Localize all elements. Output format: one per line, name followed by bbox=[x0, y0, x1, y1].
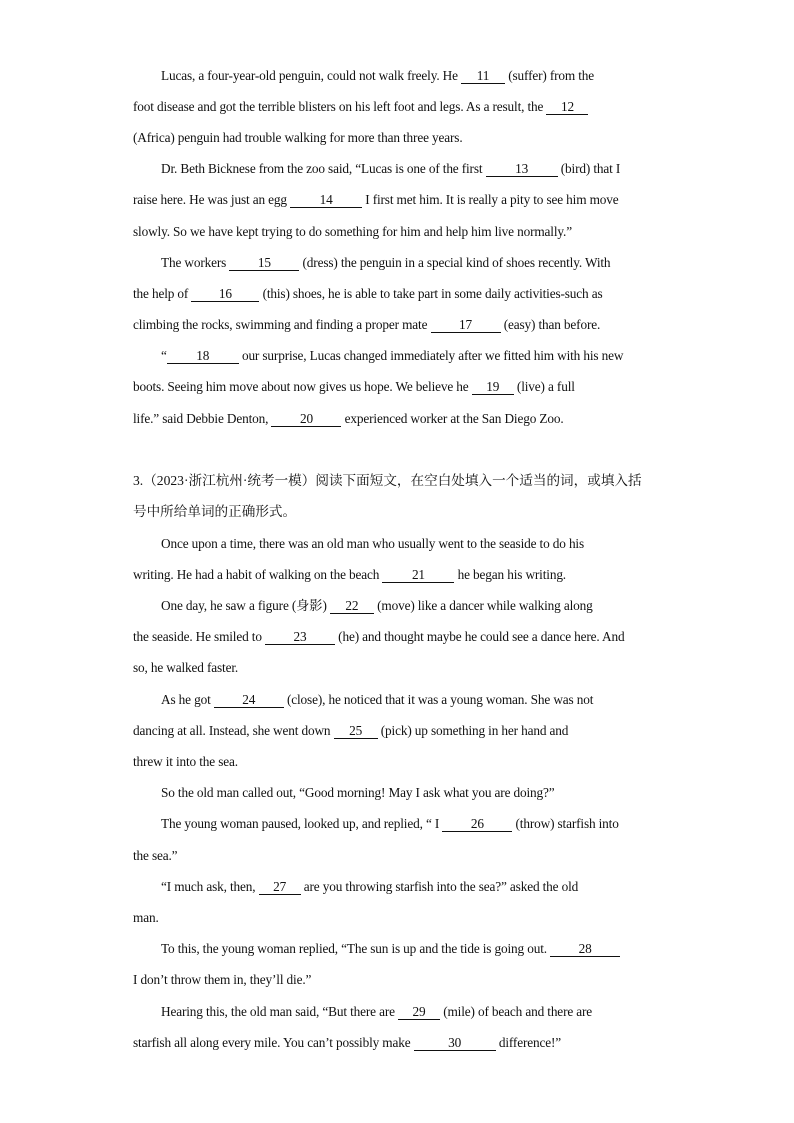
answer-blank-23[interactable]: 23 bbox=[265, 629, 335, 645]
answer-blank-15[interactable]: 15 bbox=[229, 255, 299, 271]
question-header: 3.（2023·浙江杭州·统考一模）阅读下面短文，在空白处填入一个适当的词，或填入括 bbox=[133, 473, 642, 488]
passage-line: Once upon a time, there was an old man who usually went to the seaside to do his bbox=[161, 536, 585, 551]
passage-line: (Africa) penguin had trouble walking for more than three years. bbox=[133, 130, 463, 145]
passage-line: slowly. So we have kept trying to do something for him and help him live normally.” bbox=[133, 224, 572, 239]
answer-blank-25[interactable]: 25 bbox=[334, 723, 378, 739]
passage-line: the sea.” bbox=[133, 848, 178, 863]
passage-line: so, he walked faster. bbox=[133, 660, 239, 675]
passage-line: life.” said Debbie Denton, 20 experienced worker at the San Diego Zoo. bbox=[133, 411, 564, 426]
passage-line: threw it into the sea. bbox=[133, 754, 238, 769]
answer-blank-24[interactable]: 24 bbox=[214, 692, 284, 708]
answer-blank-11[interactable]: 11 bbox=[461, 68, 505, 84]
question-header: 号中所给单词的正确形式。 bbox=[133, 504, 297, 519]
answer-blank-14[interactable]: 14 bbox=[290, 192, 362, 208]
passage-line: boots. Seeing him move about now gives us hope. We believe he 19 (live) a full bbox=[133, 379, 575, 394]
passage-line: The young woman paused, looked up, and replied, “ I 26 (throw) starfish into bbox=[161, 816, 619, 831]
answer-blank-21[interactable]: 21 bbox=[382, 567, 454, 583]
answer-blank-29[interactable]: 29 bbox=[398, 1004, 440, 1020]
passage-line: So the old man called out, “Good morning! May I ask what you are doing?” bbox=[161, 785, 555, 800]
passage-line: “I much ask, then, 27 are you throwing starfish into the sea?” asked the old bbox=[161, 879, 579, 894]
passage-line: foot disease and got the terrible blisters on his left foot and legs. As a result, the 12 bbox=[133, 97, 588, 117]
passage-line: To this, the young woman replied, “The sun is up and the tide is going out. 28 bbox=[161, 939, 620, 959]
answer-blank-28[interactable]: 28 bbox=[550, 941, 620, 957]
passage-line: dancing at all. Instead, she went down 25 (pick) up something in her hand and bbox=[133, 723, 569, 738]
passage-line: man. bbox=[133, 910, 159, 925]
passage-line: Hearing this, the old man said, “But there are 29 (mile) of beach and there are bbox=[161, 1004, 593, 1019]
answer-blank-20[interactable]: 20 bbox=[271, 411, 341, 427]
passage-line: “ 18 our surprise, Lucas changed immediately after we fitted him with his new bbox=[161, 348, 624, 363]
answer-blank-12[interactable]: 12 bbox=[546, 99, 588, 115]
passage-line: raise here. He was just an egg 14 I first met him. It is really a pity to see him move bbox=[133, 192, 619, 207]
passage-line: starfish all along every mile. You can’t possibly make 30 difference!” bbox=[133, 1035, 562, 1050]
passage-line: the help of 16 (this) shoes, he is able to take part in some daily activities-such as bbox=[133, 286, 603, 301]
answer-blank-26[interactable]: 26 bbox=[442, 816, 512, 832]
passage-line: Dr. Beth Bicknese from the zoo said, “Lucas is one of the first 13 (bird) that I bbox=[161, 161, 621, 176]
answer-blank-18[interactable]: 18 bbox=[167, 348, 239, 364]
passage-line: Lucas, a four-year-old penguin, could not walk freely. He 11 (suffer) from the bbox=[161, 68, 595, 83]
answer-blank-17[interactable]: 17 bbox=[431, 317, 501, 333]
passage-line: writing. He had a habit of walking on the beach 21 he began his writing. bbox=[133, 567, 566, 582]
passage-line: climbing the rocks, swimming and finding a proper mate 17 (easy) than before. bbox=[133, 317, 601, 332]
answer-blank-22[interactable]: 22 bbox=[330, 598, 374, 614]
passage-line: One day, he saw a figure (身影) 22 (move) like a dancer while walking along bbox=[161, 598, 593, 613]
passage-line: As he got 24 (close), he noticed that it was a young woman. She was not bbox=[161, 692, 594, 707]
answer-blank-27[interactable]: 27 bbox=[259, 879, 301, 895]
passage-line: The workers 15 (dress) the penguin in a special kind of shoes recently. With bbox=[161, 255, 611, 270]
answer-blank-16[interactable]: 16 bbox=[191, 286, 259, 302]
answer-blank-19[interactable]: 19 bbox=[472, 379, 514, 395]
passage-line: the seaside. He smiled to 23 (he) and thought maybe he could see a dance here. And bbox=[133, 629, 625, 644]
passage-line: I don’t throw them in, they’ll die.” bbox=[133, 972, 312, 987]
answer-blank-13[interactable]: 13 bbox=[486, 161, 558, 177]
answer-blank-30[interactable]: 30 bbox=[414, 1035, 496, 1051]
